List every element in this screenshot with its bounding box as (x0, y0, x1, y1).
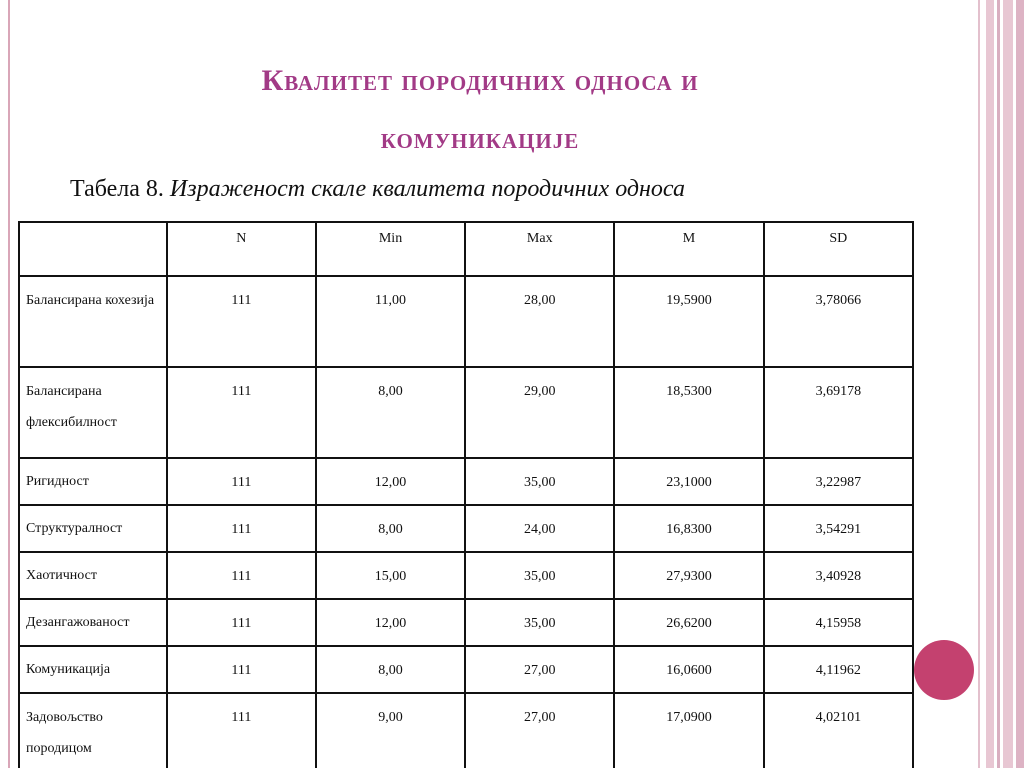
table-row (19, 646, 913, 693)
cell-n: 111 (167, 276, 316, 367)
cell-min: 8,00 (316, 646, 465, 693)
cell-max: 35,00 (465, 599, 614, 646)
right-frame-stripe (1016, 0, 1024, 768)
cell-sd: 3,54291 (764, 505, 913, 552)
caption-label: Табела 8. (70, 176, 164, 202)
cell-min: 12,00 (316, 599, 465, 646)
header-cell-max: Max (465, 222, 614, 276)
row-label: Балансирана флексибилност (19, 367, 167, 458)
cell-sd: 3,40928 (764, 552, 913, 599)
row-label: Задовољство породицом (19, 693, 167, 768)
cell-max: 28,00 (465, 276, 614, 367)
cell-sd: 4,11962 (764, 646, 913, 693)
header-cell-sd: SD (764, 222, 913, 276)
cell-m: 16,8300 (614, 505, 763, 552)
cell-max: 35,00 (465, 552, 614, 599)
header-cell-min: Min (316, 222, 465, 276)
cell-min: 8,00 (316, 367, 465, 458)
cell-sd: 3,69178 (764, 367, 913, 458)
cell-n: 111 (167, 552, 316, 599)
cell-min: 9,00 (316, 693, 465, 768)
cell-n: 111 (167, 599, 316, 646)
table-row (19, 458, 913, 505)
row-label: Структуралност (19, 505, 167, 552)
table-row (19, 505, 913, 552)
table-row (19, 693, 913, 768)
cell-max: 27,00 (465, 646, 614, 693)
table-row (19, 552, 913, 599)
header-cell-empty (19, 222, 167, 276)
row-label: Ригидност (19, 458, 167, 505)
table-row (19, 276, 913, 367)
slide-title-line2: комуникације (380, 122, 580, 155)
cell-m: 18,5300 (614, 367, 763, 458)
cell-n: 111 (167, 505, 316, 552)
caption-text: Израженост скале квалитета породичних односа (169, 176, 685, 202)
cell-n: 111 (167, 693, 316, 768)
slide-title (60, 52, 900, 168)
decorative-circle (914, 640, 974, 700)
cell-sd: 4,02101 (764, 693, 913, 768)
header-cell-n: N (167, 222, 316, 276)
left-frame-line (8, 0, 10, 768)
row-label: Хаотичност (19, 552, 167, 599)
statistics-table (18, 221, 914, 768)
right-frame-stripe (1003, 0, 1013, 768)
right-frame-stripe (986, 0, 994, 768)
cell-m: 26,6200 (614, 599, 763, 646)
table-row (19, 599, 913, 646)
cell-m: 17,0900 (614, 693, 763, 768)
cell-n: 111 (167, 646, 316, 693)
cell-max: 29,00 (465, 367, 614, 458)
cell-min: 8,00 (316, 505, 465, 552)
cell-min: 11,00 (316, 276, 465, 367)
cell-sd: 3,78066 (764, 276, 913, 367)
right-frame-stripe (978, 0, 980, 768)
cell-max: 35,00 (465, 458, 614, 505)
table-caption (70, 176, 685, 203)
table-header-row (19, 222, 913, 276)
cell-m: 23,1000 (614, 458, 763, 505)
cell-m: 27,9300 (614, 552, 763, 599)
cell-n: 111 (167, 458, 316, 505)
cell-min: 12,00 (316, 458, 465, 505)
row-label: Комуникација (19, 646, 167, 693)
cell-max: 24,00 (465, 505, 614, 552)
cell-n: 111 (167, 367, 316, 458)
cell-sd: 3,22987 (764, 458, 913, 505)
cell-max: 27,00 (465, 693, 614, 768)
right-frame-stripe (997, 0, 1000, 768)
header-cell-m: M (614, 222, 763, 276)
slide-title-line1: Квалитет породичних односа и (261, 64, 699, 97)
cell-min: 15,00 (316, 552, 465, 599)
cell-m: 19,5900 (614, 276, 763, 367)
table-row (19, 367, 913, 458)
row-label: Балансирана кохезија (19, 276, 167, 367)
cell-sd: 4,15958 (764, 599, 913, 646)
cell-m: 16,0600 (614, 646, 763, 693)
row-label: Дезангажованост (19, 599, 167, 646)
